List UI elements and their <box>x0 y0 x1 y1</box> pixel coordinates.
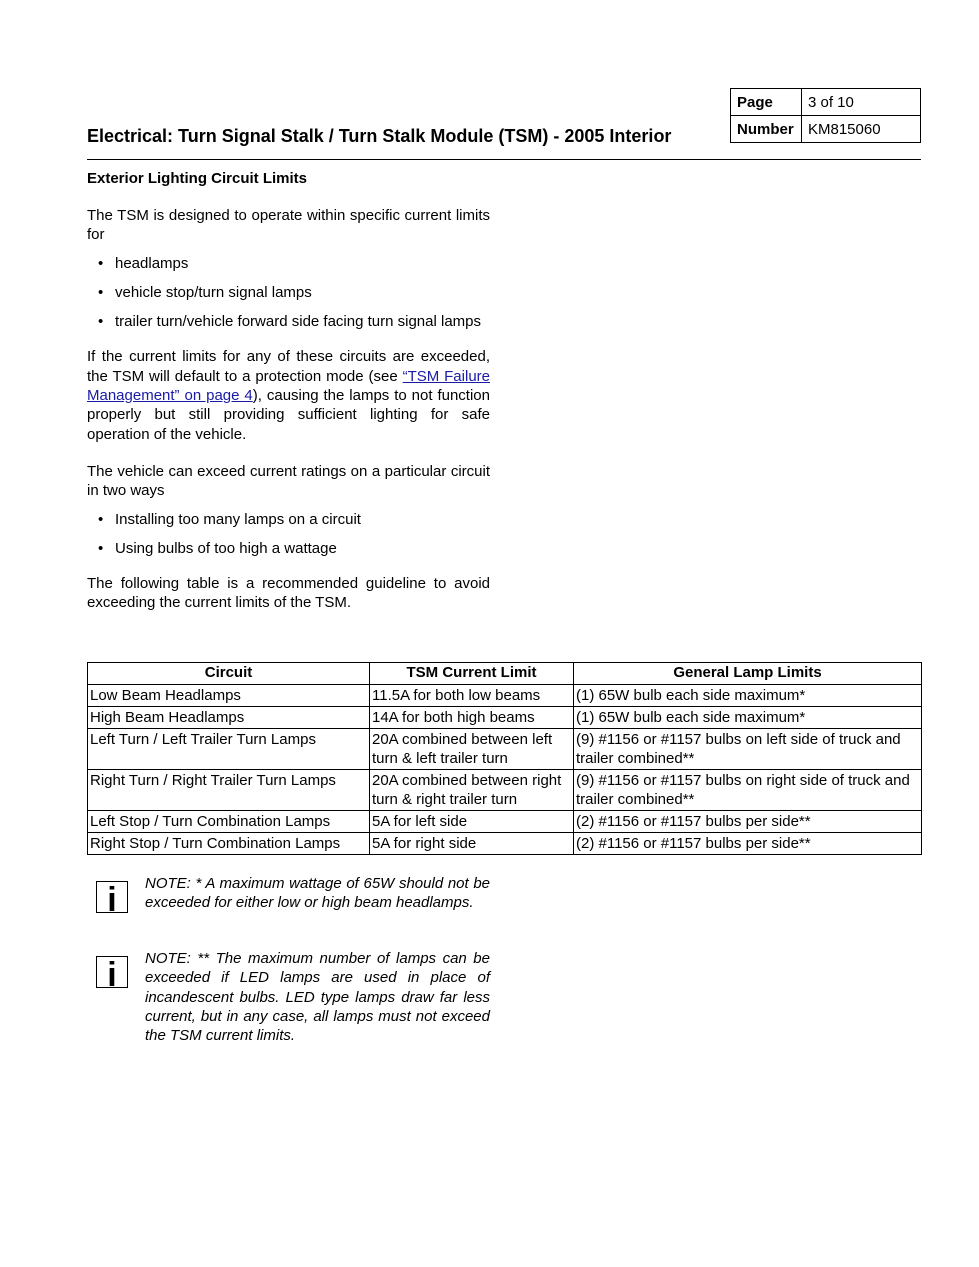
bullet-icon: • <box>98 510 104 528</box>
list-item <box>87 539 490 558</box>
table-row <box>88 707 922 729</box>
table-cell: 11.5A for both low beams <box>370 685 574 707</box>
table-cell: Right Turn / Right Trailer Turn Lamps <box>88 770 370 811</box>
page-value: 3 of 10 <box>802 89 921 116</box>
meta-row-number <box>731 116 921 143</box>
table-header-row <box>88 663 922 685</box>
paragraph-text: ), causing the lamps to not function properly but still providing sufficient lighting for safe operation of the vehicle. <box>87 387 490 443</box>
paragraph-text: If the current limits for any of these circuits are exceeded, the TSM will default to a protection mode (see <box>87 348 490 385</box>
list-item <box>87 312 490 331</box>
table-cell: 5A for left side <box>370 811 574 833</box>
column-header-general-lamp-limits: General Lamp Limits <box>574 663 922 685</box>
circuits-list <box>87 254 490 332</box>
bullet-icon: • <box>98 254 104 272</box>
table-cell: (1) 65W bulb each side maximum* <box>574 685 922 707</box>
table-cell: Left Turn / Left Trailer Turn Lamps <box>88 729 370 770</box>
ways-list <box>87 510 490 559</box>
table-cell: (9) #1156 or #1157 bulbs on right side of truck and trailer combined** <box>574 770 922 811</box>
table-cell: Low Beam Headlamps <box>88 685 370 707</box>
number-label: Number <box>731 116 802 143</box>
column-header-tsm-current-limit: TSM Current Limit <box>370 663 574 685</box>
table-cell: 20A combined between right turn & right trailer turn <box>370 770 574 811</box>
table-cell: Right Stop / Turn Combination Lamps <box>88 833 370 855</box>
exceed-ratings-paragraph: The vehicle can exceed current ratings on a particular circuit in two ways <box>87 462 490 500</box>
info-icon: i <box>96 956 128 988</box>
document-meta-table <box>730 88 921 143</box>
table-cell: High Beam Headlamps <box>88 707 370 729</box>
note-text: NOTE: * A maximum wattage of 65W should not be exceeded for either low or high beam headlamps. <box>145 875 490 912</box>
circuit-limits-table <box>87 662 922 855</box>
tsm-failure-management-link[interactable]: “TSM Failure Management” on page 4 <box>87 367 490 405</box>
list-item-text: Using bulbs of too high a wattage <box>115 539 337 557</box>
list-item-text: trailer turn/vehicle forward side facing turn signal lamps <box>115 313 481 331</box>
table-cell: (2) #1156 or #1157 bulbs per side** <box>574 833 922 855</box>
list-item-text: headlamps <box>115 254 189 272</box>
list-item <box>87 283 490 302</box>
table-row <box>88 770 922 811</box>
table-row <box>88 685 922 707</box>
protection-mode-paragraph <box>87 347 490 443</box>
number-value: KM815060 <box>802 116 921 143</box>
body-text-column <box>87 169 490 613</box>
section-heading: Exterior Lighting Circuit Limits <box>87 170 308 187</box>
table-row <box>88 729 922 770</box>
note-led-lamps <box>96 949 490 1045</box>
info-icon: i <box>96 881 128 913</box>
table-cell: 5A for right side <box>370 833 574 855</box>
bullet-icon: • <box>98 283 104 301</box>
table-cell: (1) 65W bulb each side maximum* <box>574 707 922 729</box>
meta-row-page <box>731 89 921 116</box>
list-item <box>87 254 490 273</box>
list-item-text: vehicle stop/turn signal lamps <box>115 283 312 301</box>
table-cell: 14A for both high beams <box>370 707 574 729</box>
column-header-circuit: Circuit <box>88 663 370 685</box>
table-row <box>88 811 922 833</box>
page-label: Page <box>731 89 802 116</box>
table-cell: Left Stop / Turn Combination Lamps <box>88 811 370 833</box>
bullet-icon: • <box>98 539 104 557</box>
list-item-text: Installing too many lamps on a circuit <box>115 510 361 528</box>
table-cell: (2) #1156 or #1157 bulbs per side** <box>574 811 922 833</box>
table-intro-paragraph: The following table is a recommended guideline to avoid exceeding the current limits of the TSM. <box>87 575 490 612</box>
note-wattage <box>96 874 490 913</box>
page-title: Electrical: Turn Signal Stalk / Turn Stalk Module (TSM) - 2005 Interior <box>87 126 672 146</box>
table-row <box>88 833 922 855</box>
header-divider <box>87 159 921 160</box>
table-cell: (9) #1156 or #1157 bulbs on left side of truck and trailer combined** <box>574 729 922 770</box>
bullet-icon: • <box>98 313 104 331</box>
table-cell: 20A combined between left turn & left trailer turn <box>370 729 574 770</box>
list-item <box>87 510 490 529</box>
intro-paragraph: The TSM is designed to operate within specific current limits for <box>87 207 490 244</box>
note-text: NOTE: ** The maximum number of lamps can be exceeded if LED lamps are used in place of incandescent bulbs. LED type lamps draw far less current, but in any case, all lamps must not exceed the TSM current limits. <box>145 950 490 1045</box>
